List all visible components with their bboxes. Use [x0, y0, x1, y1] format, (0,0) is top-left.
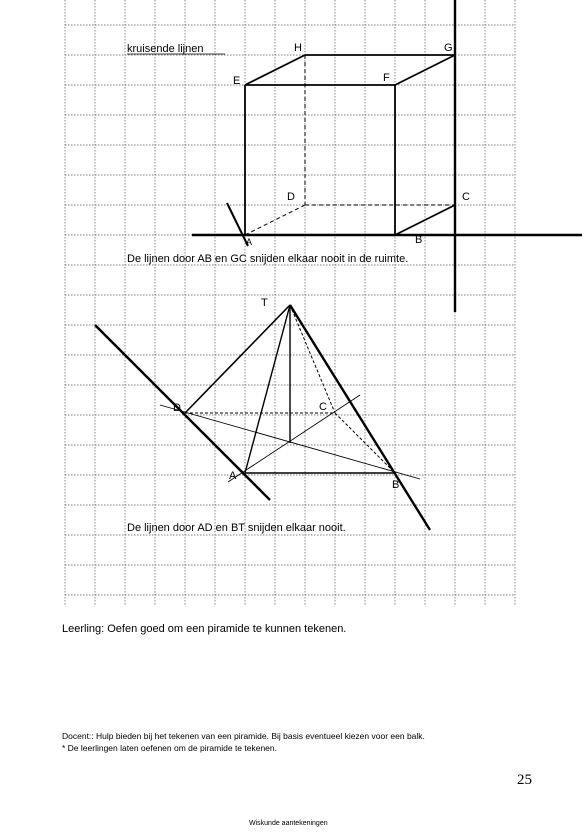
figure1-title: kruisende lijnen [127, 43, 204, 55]
diagonal-AC [228, 395, 360, 482]
page-number: 25 [517, 772, 532, 788]
label-C2: C [319, 401, 327, 413]
teacher-note-bullet: * De leerlingen laten oefenen om de piramide te tekenen. [62, 743, 278, 753]
label-A2: A [229, 470, 237, 482]
footer-text: Wiskunde aantekeningen [249, 820, 328, 827]
edge-CT-hidden [290, 305, 335, 413]
pyramid-figure [95, 305, 430, 530]
edge-AT [245, 305, 290, 473]
dotted-grid [65, 0, 515, 606]
edge-FG [395, 55, 455, 85]
label-A: A [246, 237, 253, 247]
line-AD-extended [95, 325, 270, 500]
label-B: B [415, 234, 423, 246]
figure1-caption: De lijnen door AB en GC snijden elkaar nooit in de ruimte. [127, 253, 409, 265]
label-B2: B [392, 479, 400, 491]
label-G: G [444, 42, 453, 54]
label-H: H [294, 42, 302, 54]
edge-DT [185, 305, 290, 413]
edge-BC [395, 205, 455, 235]
label-C: C [462, 191, 470, 203]
label-E: E [233, 75, 241, 87]
teacher-note: Docent:: Hulp bieden bij het tekenen van een piramide. Bij basis eventueel kiezen voor een balk. [62, 731, 425, 741]
figure2-caption: De lijnen door AD en BT snijden elkaar nooit. [127, 522, 346, 534]
edge-EH [245, 55, 305, 85]
label-D2: D [173, 402, 181, 414]
edge-CB-hidden [335, 413, 395, 473]
student-note: Leerling: Oefen goed om een piramide te kunnen tekenen. [62, 623, 347, 635]
label-D: D [287, 191, 295, 203]
label-F: F [383, 72, 390, 84]
label-T: T [261, 297, 268, 309]
line-BT-extended [290, 305, 430, 530]
